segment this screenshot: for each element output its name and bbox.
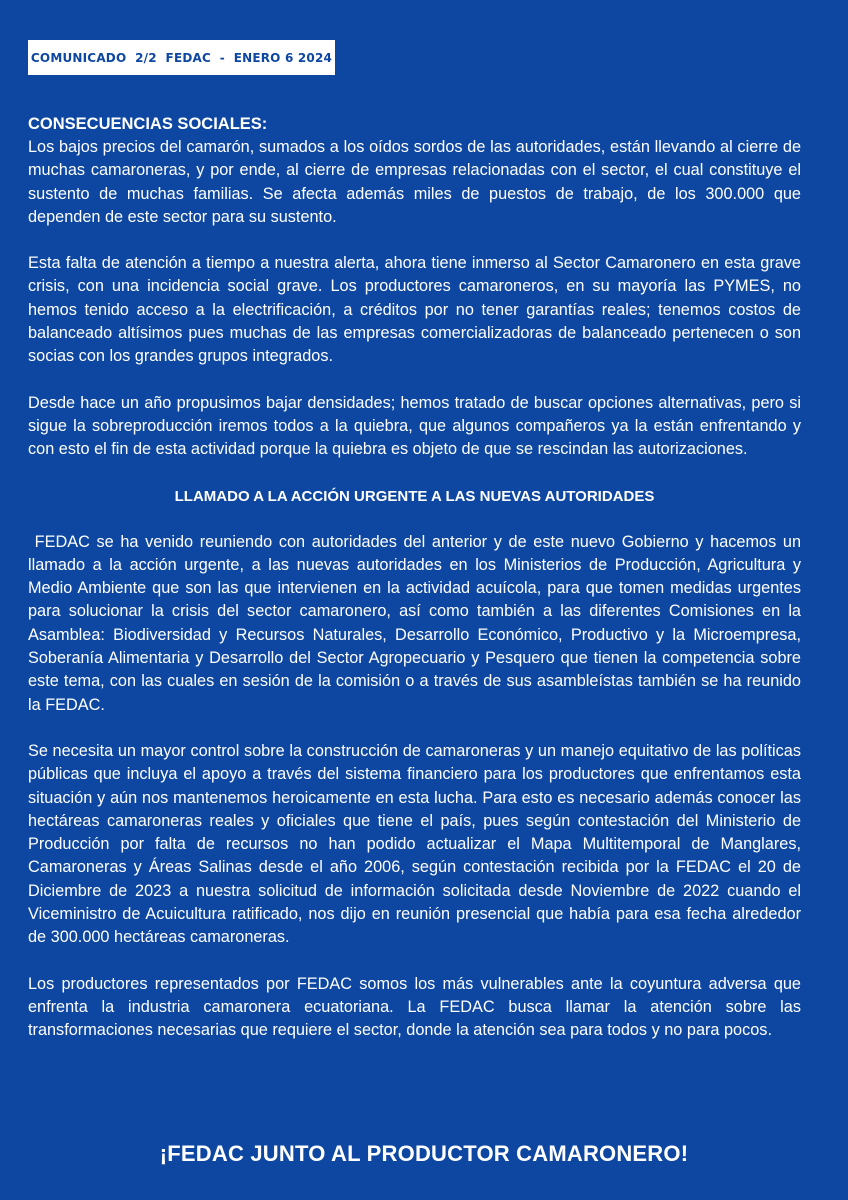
- footer-slogan: ¡FEDAC JUNTO AL PRODUCTOR CAMARONERO!: [159, 1141, 689, 1166]
- paragraph-action-1: FEDAC se ha venido reuniendo con autoridades del anterior y de este nuevo Gobierno y hacemos un llamado a la acción urgente, a las nuevas autoridades en los Ministerios de Producción, Agricultura y Medio Ambiente que son las que intervienen en la actividad acuícola, para que tomen medidas urgentes para solucionar la crisis del sector camaronero, así como también a las diferentes Comisiones en la Asamblea: Biodiversidad y Recursos Naturales, Desarrollo Económico, Productivo y la Microempresa, Soberanía Alimentaria y Desarrollo del Sector Agropecuario y Pesquero que tienen la competencia sobre este tema, con las cuales en sesión de la comisión o a través de sus asambleístas también se ha reunido la FEDAC.: [28, 532, 806, 714]
- section-title-social-consequences: CONSECUENCIAS SOCIALES:: [28, 115, 268, 133]
- paragraph-spacer: [28, 508, 801, 531]
- paragraph-action-2: Se necesita un mayor control sobre la construcción de camaroneras y un manejo equitativo de las políticas públicas que incluya el apoyo a través del sistema financiero para los productores que enfrentamos esta situación y aún nos mantenemos heroicamente en esta lucha. Para esto es necesario además conocer las hectáreas camaroneras reales y oficiales que tiene el país, pues según contestación del Ministerio de Producción por falta de recursos no han podido actualizar el Mapa Multitemporal de Manglares, Camaroneras y Áreas Salinas desde el año 2006, según contestación recibida por la FEDAC el 20 de Diciembre de 2023 a nuestra solicitud de información solicitada desde Noviembre de 2022 cuando el Viceministro de Acuicultura ratificado, nos dijo en reunión presencial que había para esa fecha alrededor de 300.000 hectáreas camaroneras.: [28, 741, 801, 947]
- paragraph-spacer: [28, 369, 801, 392]
- paragraph-spacer: [28, 229, 801, 252]
- paragraph-spacer: [28, 950, 801, 973]
- paragraph-spacer: [28, 462, 801, 485]
- communique-header-box: [28, 40, 335, 75]
- paragraph-social-3: Desde hace un año propusimos bajar densidades; hemos tratado de buscar opciones alternativas, pero si sigue la sobreproducción iremos todos a la quiebra, que algunos compañeros ya la están enfrentando y con esto el fin de esta actividad porque la quiebra es objeto de que se rescindan las autorizaciones.: [28, 393, 801, 459]
- paragraph-social-2: Esta falta de atención a tiempo a nuestra alerta, ahora tiene inmerso al Sector Camaronero en esta grave crisis, con una incidencia social grave. Los productores camaroneros, en su mayoría las PYMES, no hemos tenido acceso a la electrificación, a créditos por no tener garantías reales; tenemos costos de balanceado altísimos pues muchas de las empresas comercializadoras de balanceado pertenecen o son socias con los grandes grupos integrados.: [28, 254, 801, 366]
- document-body: [28, 113, 806, 1043]
- paragraph-action-3: Los productores representados por FEDAC somos los más vulnerables ante la coyuntura adversa que enfrenta la industria camaronera ecuatoriana. La FEDAC busca llamar la atención sobre las transformaciones necesarias que requiere el sector, donde la atención sea para todos y no para pocos.: [28, 974, 801, 1040]
- paragraph-spacer: [28, 717, 801, 740]
- communique-header-label: COMUNICADO 2/2 FEDAC - ENERO 6 2024: [30, 50, 333, 65]
- paragraph-social-1: Los bajos precios del camarón, sumados a los oídos sordos de las autoridades, están llevando al cierre de muchas camaroneras, y por ende, al cierre de empresas relacionadas con el sector, el cual constituye el sustento de muchas familias. Se afecta además miles de puestos de trabajo, de los 300.000 que dependen de este sector para su sustento.: [28, 138, 801, 226]
- section-title-call-to-action: LLAMADO A LA ACCIÓN URGENTE A LAS NUEVAS AUTORIDADES: [174, 487, 655, 505]
